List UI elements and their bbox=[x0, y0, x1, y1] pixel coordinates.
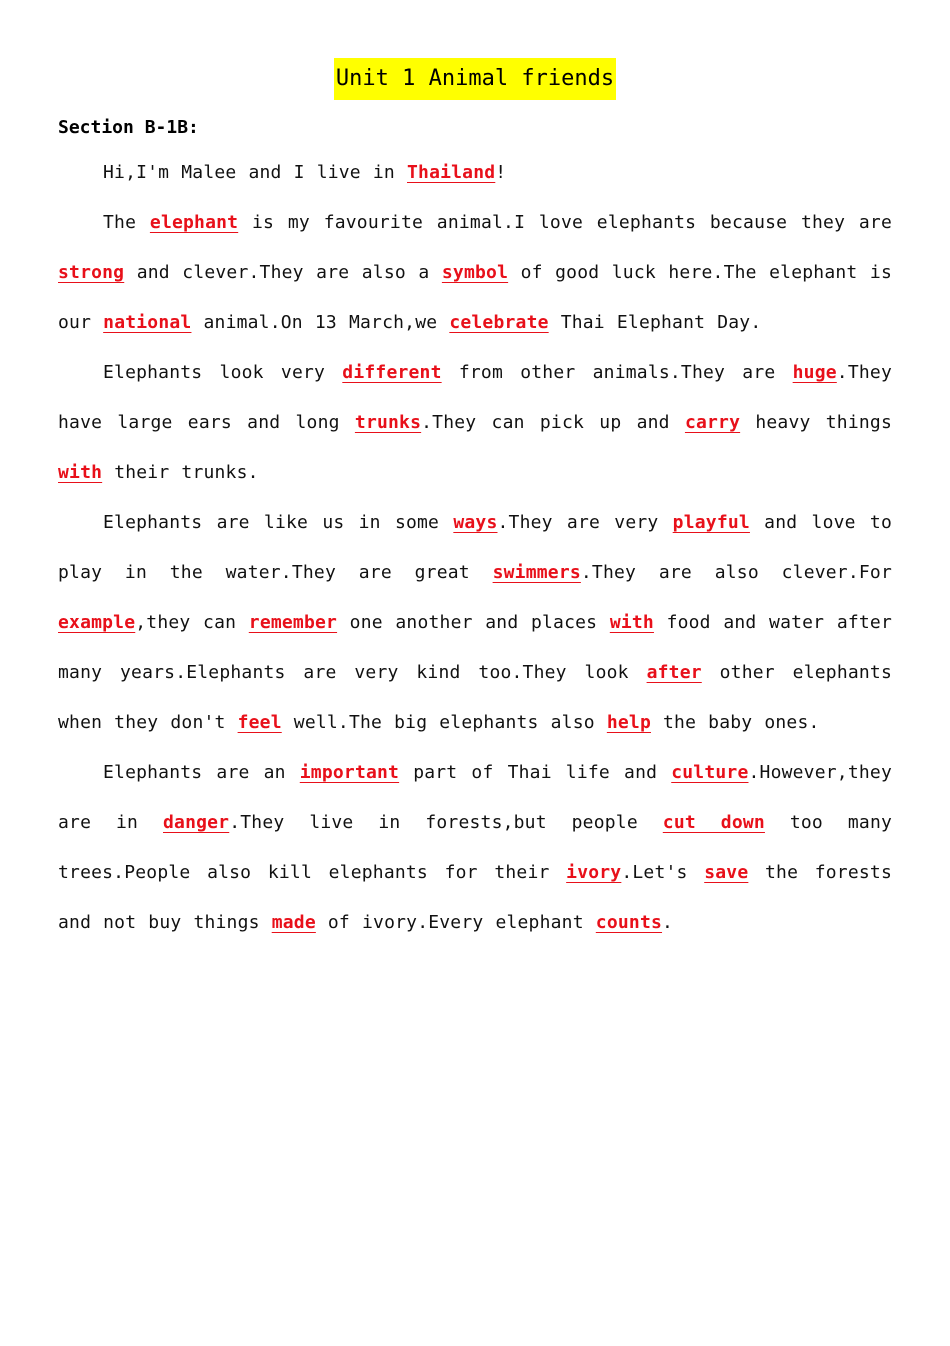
section-heading: Section B-1B: bbox=[58, 117, 199, 138]
passage bbox=[58, 148, 892, 948]
paragraph bbox=[58, 348, 892, 498]
text-run: Hi,I'm Malee and I live in bbox=[103, 162, 407, 183]
text-run: .They live in forests,but people bbox=[229, 812, 663, 833]
text-run: .They can pick up and bbox=[421, 412, 685, 433]
text-run: heavy things bbox=[740, 412, 892, 433]
text-run: and clever.They are also a bbox=[124, 262, 442, 283]
keyword: feel bbox=[237, 712, 282, 733]
text-run: . bbox=[662, 912, 674, 933]
text-run: other elephants when they don't bbox=[58, 662, 893, 733]
text-run: .They have large ears and long bbox=[58, 362, 892, 433]
keyword: counts bbox=[595, 912, 663, 933]
paragraph bbox=[58, 198, 892, 348]
keyword: made bbox=[271, 912, 316, 933]
keyword: danger bbox=[163, 812, 230, 833]
text-run: Thai Elephant Day. bbox=[548, 312, 762, 333]
keyword: elephant bbox=[149, 212, 239, 233]
paragraph bbox=[58, 748, 892, 948]
text-run: Elephants are like us in some bbox=[103, 512, 454, 533]
page-title: Unit 1 Animal friends bbox=[334, 58, 616, 100]
keyword: ivory bbox=[566, 862, 622, 883]
keyword: symbol bbox=[441, 262, 509, 283]
text-run: .However,they are in bbox=[58, 762, 892, 833]
keyword: different bbox=[342, 362, 442, 383]
text-run: one another and places bbox=[337, 612, 610, 633]
text-run: animal.On 13 March,we bbox=[191, 312, 450, 333]
text-run: the baby ones. bbox=[650, 712, 820, 733]
text-run: The bbox=[103, 212, 150, 233]
keyword: strong bbox=[58, 262, 125, 283]
keyword: with bbox=[609, 612, 654, 633]
text-run: too many trees.People also kill elephants for their bbox=[58, 812, 893, 883]
keyword: Thailand bbox=[407, 162, 496, 183]
keyword: help bbox=[606, 712, 651, 733]
keyword: national bbox=[103, 312, 192, 333]
keyword: ways bbox=[453, 512, 498, 533]
text-run: part of Thai life and bbox=[399, 762, 672, 783]
keyword: carry bbox=[684, 412, 741, 433]
keyword: example bbox=[58, 612, 136, 633]
text-run: well.The big elephants also bbox=[281, 712, 607, 733]
keyword: celebrate bbox=[449, 312, 549, 333]
keyword: swimmers bbox=[492, 562, 581, 583]
paragraph bbox=[58, 498, 892, 748]
keyword: after bbox=[646, 662, 702, 683]
text-run: their trunks. bbox=[102, 462, 259, 483]
title-row bbox=[58, 58, 892, 100]
keyword: trunks bbox=[354, 412, 422, 433]
keyword: cut down bbox=[662, 812, 765, 833]
keyword: remember bbox=[248, 612, 338, 633]
text-run: Elephants are an bbox=[103, 762, 300, 783]
keyword: with bbox=[58, 462, 103, 483]
text-run: .Let's bbox=[621, 862, 705, 883]
keyword: important bbox=[299, 762, 400, 783]
text-run: ! bbox=[495, 162, 507, 183]
text-run: of good luck here.The elephant is our bbox=[58, 262, 892, 333]
text-run: of ivory.Every elephant bbox=[315, 912, 596, 933]
text-run: the forests and not buy things bbox=[58, 862, 892, 933]
document-page bbox=[58, 58, 892, 948]
text-run: ,they can bbox=[135, 612, 249, 633]
text-run: is my favourite animal.I love elephants because they are bbox=[238, 212, 893, 233]
text-run: food and water after many years.Elephants are very kind too.They look bbox=[58, 612, 893, 683]
text-run: Elephants look very bbox=[103, 362, 343, 383]
paragraph bbox=[58, 148, 892, 198]
text-run: from other animals.They are bbox=[441, 362, 793, 383]
keyword: huge bbox=[792, 362, 837, 383]
keyword: save bbox=[704, 862, 749, 883]
text-run: .They are also clever.For bbox=[580, 562, 892, 583]
keyword: culture bbox=[671, 762, 749, 783]
keyword: playful bbox=[672, 512, 750, 533]
text-run: .They are very bbox=[497, 512, 673, 533]
text-run: and love to play in the water.They are great bbox=[58, 512, 892, 583]
